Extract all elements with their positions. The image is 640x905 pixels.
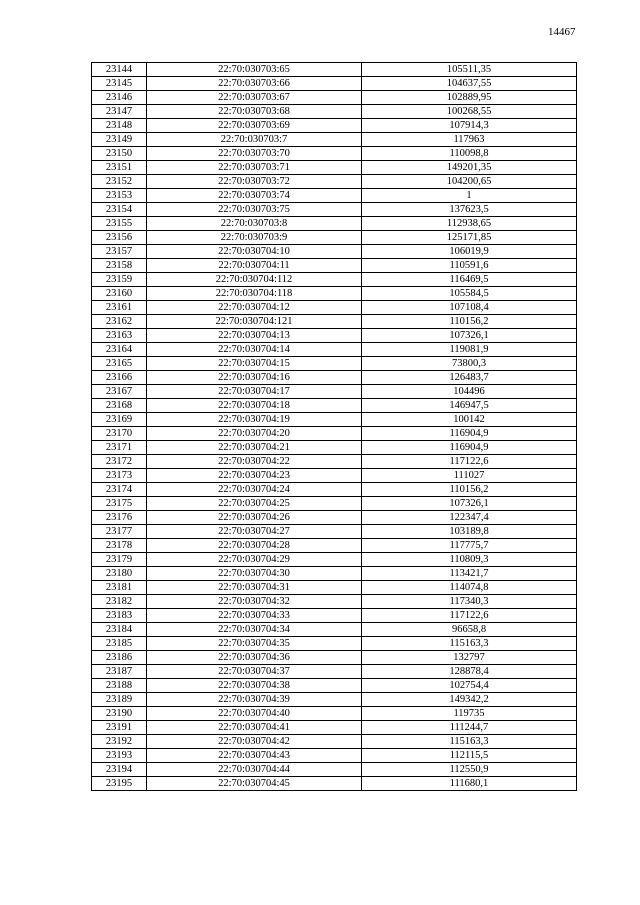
table-row <box>92 385 577 399</box>
value-cell: 117963 <box>362 133 577 147</box>
cadastral-number-cell: 22:70:030704:118 <box>147 287 362 301</box>
cadastral-number-cell: 22:70:030703:72 <box>147 175 362 189</box>
table-row <box>92 105 577 119</box>
value-cell: 137623,5 <box>362 203 577 217</box>
table-row <box>92 777 577 791</box>
cadastral-number-cell: 22:70:030704:14 <box>147 343 362 357</box>
row-number-cell: 23150 <box>92 147 147 161</box>
cadastral-number-cell: 22:70:030704:37 <box>147 665 362 679</box>
cadastral-number-cell: 22:70:030704:25 <box>147 497 362 511</box>
value-cell: 149342,2 <box>362 693 577 707</box>
row-number-cell: 23165 <box>92 357 147 371</box>
row-number-cell: 23168 <box>92 399 147 413</box>
table-row <box>92 469 577 483</box>
cadastral-number-cell: 22:70:030703:7 <box>147 133 362 147</box>
value-cell: 106019,9 <box>362 245 577 259</box>
table-row <box>92 609 577 623</box>
row-number-cell: 23146 <box>92 91 147 105</box>
table-row <box>92 539 577 553</box>
table-row <box>92 483 577 497</box>
cadastral-number-cell: 22:70:030704:27 <box>147 525 362 539</box>
row-number-cell: 23192 <box>92 735 147 749</box>
cadastral-number-cell: 22:70:030703:74 <box>147 189 362 203</box>
cadastral-value-table <box>91 62 577 791</box>
row-number-cell: 23154 <box>92 203 147 217</box>
cadastral-number-cell: 22:70:030704:11 <box>147 259 362 273</box>
value-cell: 107326,1 <box>362 497 577 511</box>
row-number-cell: 23184 <box>92 623 147 637</box>
row-number-cell: 23159 <box>92 273 147 287</box>
row-number-cell: 23180 <box>92 567 147 581</box>
row-number-cell: 23182 <box>92 595 147 609</box>
cadastral-number-cell: 22:70:030704:34 <box>147 623 362 637</box>
value-cell: 149201,35 <box>362 161 577 175</box>
value-cell: 100268,55 <box>362 105 577 119</box>
value-cell: 111027 <box>362 469 577 483</box>
row-number-cell: 23148 <box>92 119 147 133</box>
table-row <box>92 203 577 217</box>
table-row <box>92 161 577 175</box>
value-cell: 117122,6 <box>362 455 577 469</box>
cadastral-number-cell: 22:70:030704:13 <box>147 329 362 343</box>
cadastral-number-cell: 22:70:030704:112 <box>147 273 362 287</box>
value-cell: 107108,4 <box>362 301 577 315</box>
cadastral-number-cell: 22:70:030703:70 <box>147 147 362 161</box>
table-row <box>92 735 577 749</box>
table-row <box>92 231 577 245</box>
cadastral-number-cell: 22:70:030704:31 <box>147 581 362 595</box>
row-number-cell: 23175 <box>92 497 147 511</box>
value-cell: 116904,9 <box>362 441 577 455</box>
row-number-cell: 23167 <box>92 385 147 399</box>
cadastral-number-cell: 22:70:030704:36 <box>147 651 362 665</box>
row-number-cell: 23161 <box>92 301 147 315</box>
cadastral-number-cell: 22:70:030704:43 <box>147 749 362 763</box>
table-row <box>92 189 577 203</box>
row-number-cell: 23186 <box>92 651 147 665</box>
row-number-cell: 23189 <box>92 693 147 707</box>
table-row <box>92 77 577 91</box>
cadastral-number-cell: 22:70:030704:17 <box>147 385 362 399</box>
row-number-cell: 23179 <box>92 553 147 567</box>
value-cell: 128878,4 <box>362 665 577 679</box>
table-row <box>92 497 577 511</box>
cadastral-number-cell: 22:70:030704:39 <box>147 693 362 707</box>
row-number-cell: 23164 <box>92 343 147 357</box>
value-cell: 104200,65 <box>362 175 577 189</box>
value-cell: 73800,3 <box>362 357 577 371</box>
table-row <box>92 91 577 105</box>
cadastral-number-cell: 22:70:030704:38 <box>147 679 362 693</box>
cadastral-number-cell: 22:70:030704:24 <box>147 483 362 497</box>
cadastral-number-cell: 22:70:030704:18 <box>147 399 362 413</box>
table-row <box>92 707 577 721</box>
row-number-cell: 23188 <box>92 679 147 693</box>
cadastral-number-cell: 22:70:030704:42 <box>147 735 362 749</box>
row-number-cell: 23183 <box>92 609 147 623</box>
value-cell: 112938,65 <box>362 217 577 231</box>
table-row <box>92 721 577 735</box>
table-row <box>92 637 577 651</box>
table-row <box>92 427 577 441</box>
value-cell: 102754,4 <box>362 679 577 693</box>
table-row <box>92 623 577 637</box>
value-cell: 125171,85 <box>362 231 577 245</box>
table-row <box>92 147 577 161</box>
table-row <box>92 343 577 357</box>
cadastral-number-cell: 22:70:030703:66 <box>147 77 362 91</box>
cadastral-number-cell: 22:70:030704:20 <box>147 427 362 441</box>
table-row <box>92 217 577 231</box>
row-number-cell: 23171 <box>92 441 147 455</box>
table-row <box>92 413 577 427</box>
cadastral-number-cell: 22:70:030704:32 <box>147 595 362 609</box>
table-row <box>92 119 577 133</box>
cadastral-number-cell: 22:70:030704:35 <box>147 637 362 651</box>
row-number-cell: 23144 <box>92 63 147 77</box>
cadastral-number-cell: 22:70:030704:19 <box>147 413 362 427</box>
table-body <box>92 63 577 791</box>
value-cell: 115163,3 <box>362 735 577 749</box>
cadastral-number-cell: 22:70:030703:75 <box>147 203 362 217</box>
row-number-cell: 23174 <box>92 483 147 497</box>
table-row <box>92 329 577 343</box>
row-number-cell: 23166 <box>92 371 147 385</box>
value-cell: 105511,35 <box>362 63 577 77</box>
row-number-cell: 23194 <box>92 763 147 777</box>
cadastral-number-cell: 22:70:030703:9 <box>147 231 362 245</box>
cadastral-number-cell: 22:70:030704:33 <box>147 609 362 623</box>
value-cell: 107326,1 <box>362 329 577 343</box>
value-cell: 111680,1 <box>362 777 577 791</box>
table-row <box>92 511 577 525</box>
value-cell: 126483,7 <box>362 371 577 385</box>
value-cell: 146947,5 <box>362 399 577 413</box>
table-row <box>92 133 577 147</box>
row-number-cell: 23149 <box>92 133 147 147</box>
cadastral-number-cell: 22:70:030704:29 <box>147 553 362 567</box>
value-cell: 110156,2 <box>362 315 577 329</box>
value-cell: 117122,6 <box>362 609 577 623</box>
row-number-cell: 23172 <box>92 455 147 469</box>
row-number-cell: 23177 <box>92 525 147 539</box>
row-number-cell: 23190 <box>92 707 147 721</box>
row-number-cell: 23163 <box>92 329 147 343</box>
cadastral-number-cell: 22:70:030703:68 <box>147 105 362 119</box>
cadastral-number-cell: 22:70:030704:22 <box>147 455 362 469</box>
row-number-cell: 23176 <box>92 511 147 525</box>
value-cell: 112550,9 <box>362 763 577 777</box>
row-number-cell: 23185 <box>92 637 147 651</box>
value-cell: 112115,5 <box>362 749 577 763</box>
row-number-cell: 23158 <box>92 259 147 273</box>
value-cell: 116904,9 <box>362 427 577 441</box>
value-cell: 107914,3 <box>362 119 577 133</box>
table-row <box>92 567 577 581</box>
cadastral-number-cell: 22:70:030704:16 <box>147 371 362 385</box>
table-row <box>92 553 577 567</box>
table-row <box>92 595 577 609</box>
row-number-cell: 23193 <box>92 749 147 763</box>
table-row <box>92 665 577 679</box>
cadastral-number-cell: 22:70:030704:15 <box>147 357 362 371</box>
table-row <box>92 273 577 287</box>
table-row <box>92 301 577 315</box>
cadastral-number-cell: 22:70:030703:65 <box>147 63 362 77</box>
row-number-cell: 23160 <box>92 287 147 301</box>
row-number-cell: 23153 <box>92 189 147 203</box>
table-row <box>92 693 577 707</box>
value-cell: 100142 <box>362 413 577 427</box>
table-row <box>92 259 577 273</box>
value-cell: 117340,3 <box>362 595 577 609</box>
row-number-cell: 23155 <box>92 217 147 231</box>
row-number-cell: 23191 <box>92 721 147 735</box>
cadastral-number-cell: 22:70:030704:26 <box>147 511 362 525</box>
row-number-cell: 23187 <box>92 665 147 679</box>
row-number-cell: 23151 <box>92 161 147 175</box>
table-row <box>92 63 577 77</box>
value-cell: 116469,5 <box>362 273 577 287</box>
row-number-cell: 23145 <box>92 77 147 91</box>
row-number-cell: 23178 <box>92 539 147 553</box>
table-row <box>92 315 577 329</box>
value-cell: 110809,3 <box>362 553 577 567</box>
table-row <box>92 525 577 539</box>
cadastral-number-cell: 22:70:030704:23 <box>147 469 362 483</box>
table-row <box>92 287 577 301</box>
table-row <box>92 371 577 385</box>
row-number-cell: 23147 <box>92 105 147 119</box>
cadastral-number-cell: 22:70:030703:8 <box>147 217 362 231</box>
cadastral-number-cell: 22:70:030703:69 <box>147 119 362 133</box>
page-number: 14467 <box>548 26 576 38</box>
value-cell: 110591,6 <box>362 259 577 273</box>
table-row <box>92 581 577 595</box>
table-row <box>92 455 577 469</box>
value-cell: 1 <box>362 189 577 203</box>
value-cell: 132797 <box>362 651 577 665</box>
value-cell: 119081,9 <box>362 343 577 357</box>
row-number-cell: 23169 <box>92 413 147 427</box>
row-number-cell: 23162 <box>92 315 147 329</box>
row-number-cell: 23170 <box>92 427 147 441</box>
cadastral-number-cell: 22:70:030703:71 <box>147 161 362 175</box>
row-number-cell: 23156 <box>92 231 147 245</box>
table-row <box>92 441 577 455</box>
row-number-cell: 23195 <box>92 777 147 791</box>
table-row <box>92 399 577 413</box>
table-row <box>92 749 577 763</box>
value-cell: 122347,4 <box>362 511 577 525</box>
cadastral-number-cell: 22:70:030704:40 <box>147 707 362 721</box>
row-number-cell: 23157 <box>92 245 147 259</box>
value-cell: 115163,3 <box>362 637 577 651</box>
cadastral-number-cell: 22:70:030704:41 <box>147 721 362 735</box>
cadastral-number-cell: 22:70:030704:30 <box>147 567 362 581</box>
value-cell: 96658,8 <box>362 623 577 637</box>
row-number-cell: 23173 <box>92 469 147 483</box>
value-cell: 103189,8 <box>362 525 577 539</box>
cadastral-number-cell: 22:70:030703:67 <box>147 91 362 105</box>
value-cell: 104637,55 <box>362 77 577 91</box>
value-cell: 110098,8 <box>362 147 577 161</box>
cadastral-number-cell: 22:70:030704:28 <box>147 539 362 553</box>
value-cell: 102889,95 <box>362 91 577 105</box>
cadastral-number-cell: 22:70:030704:21 <box>147 441 362 455</box>
table-row <box>92 175 577 189</box>
value-cell: 117775,7 <box>362 539 577 553</box>
cadastral-number-cell: 22:70:030704:44 <box>147 763 362 777</box>
cadastral-number-cell: 22:70:030704:121 <box>147 315 362 329</box>
value-cell: 104496 <box>362 385 577 399</box>
value-cell: 119735 <box>362 707 577 721</box>
value-cell: 113421,7 <box>362 567 577 581</box>
value-cell: 114074,8 <box>362 581 577 595</box>
table-row <box>92 245 577 259</box>
value-cell: 105584,5 <box>362 287 577 301</box>
value-cell: 110156,2 <box>362 483 577 497</box>
table-row <box>92 651 577 665</box>
cadastral-number-cell: 22:70:030704:10 <box>147 245 362 259</box>
row-number-cell: 23152 <box>92 175 147 189</box>
table-row <box>92 679 577 693</box>
cadastral-number-cell: 22:70:030704:45 <box>147 777 362 791</box>
table-row <box>92 357 577 371</box>
value-cell: 111244,7 <box>362 721 577 735</box>
row-number-cell: 23181 <box>92 581 147 595</box>
table-row <box>92 763 577 777</box>
cadastral-number-cell: 22:70:030704:12 <box>147 301 362 315</box>
